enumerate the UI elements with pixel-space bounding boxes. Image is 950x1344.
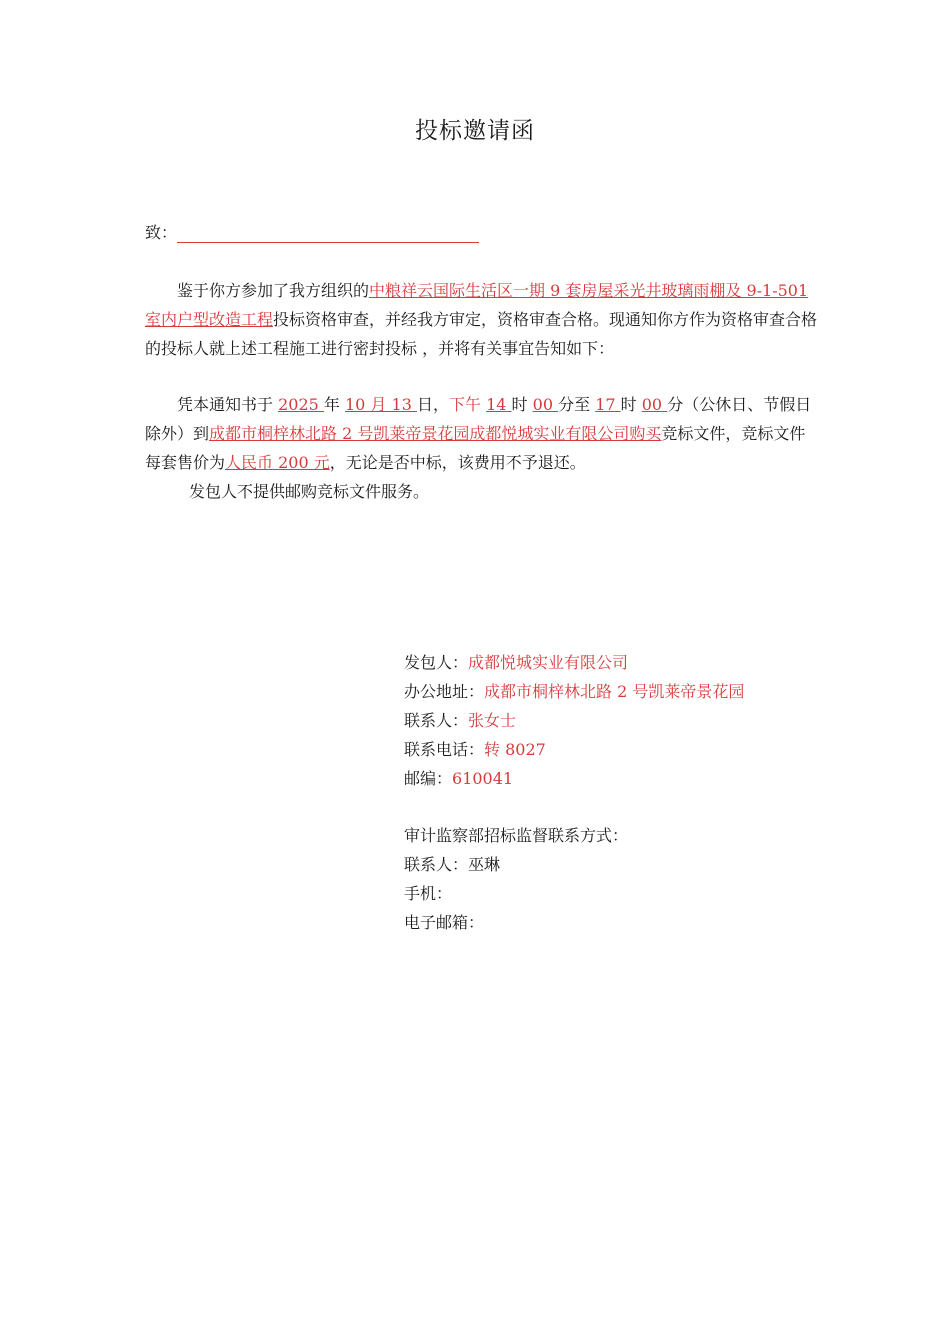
p2-text-1: 凭本通知书于: [177, 395, 279, 414]
phone-label: 联系电话：: [404, 740, 485, 759]
purchase-year: 2025: [278, 395, 324, 414]
address-label: 办公地址：: [404, 682, 485, 701]
audit-heading: 审计监察部招标监督联系方式：: [404, 826, 629, 845]
paragraph-qualification: [145, 276, 820, 363]
end-hour: 17: [595, 395, 621, 414]
audit-mobile-row: [404, 879, 628, 908]
page-title: 投标邀请函: [415, 118, 535, 144]
no-mail-notice: 发包人不提供邮购竞标文件服务。: [189, 482, 430, 501]
address-value: 成都市桐梓林北路 2 号凯莱帝景花园: [484, 682, 745, 701]
audit-contact-value: 巫琳: [468, 855, 501, 874]
p2-text-6: 时: [620, 395, 642, 414]
postcode-value: 610041: [452, 769, 514, 788]
audit-contact-label: 联系人：: [404, 855, 469, 874]
audit-email-label: 电子邮箱：: [404, 913, 485, 932]
p2-text-7: 分（公休日、节假日除外）到: [145, 395, 812, 443]
employer-row: [404, 648, 744, 677]
employer-value: 成都悦城实业有限公司: [468, 653, 629, 672]
audit-contact-row: [404, 850, 628, 879]
p1-rest: 投标资格审查，并经我方审定，资格审查合格。现通知你方作为资格审查合格的投标人就上述工程施工进行密封投标 ，并将有关事宜告知如下：: [145, 310, 818, 358]
employer-label: 发包人：: [404, 653, 469, 672]
start-minute: 00: [532, 395, 559, 414]
document-price: 人民币 200 元: [225, 453, 330, 472]
phone-value: 转 8027: [484, 740, 546, 759]
recipient-line: [145, 220, 479, 243]
postcode-label: 邮编：: [404, 769, 453, 788]
contact-value: 张女士: [468, 711, 517, 730]
p2-text-8: 竞标文件，竞标文件每套售价为: [145, 424, 806, 472]
end-minute: 00: [641, 395, 668, 414]
phone-row: [404, 735, 744, 764]
purchase-month-day: 10 月 13: [345, 395, 417, 414]
p2-text-4: 时: [511, 395, 533, 414]
p2-text-2: 年: [323, 395, 345, 414]
contact-row: [404, 706, 744, 735]
paragraph-no-mail: [157, 477, 832, 506]
purchase-place: 成都市桐梓林北路 2 号凯莱帝景花园成都悦城实业有限公司购买: [209, 424, 662, 443]
p2-text-3: 日，: [416, 395, 449, 414]
paragraph-purchase: [145, 390, 820, 477]
p2-text-5: 分至: [558, 395, 596, 414]
postcode-row: [404, 764, 744, 793]
audit-email-row: [404, 908, 628, 937]
address-row: [404, 677, 744, 706]
audit-block: [404, 821, 628, 937]
purchase-afternoon: 下午: [449, 395, 487, 414]
start-hour: 14: [486, 395, 512, 414]
audit-mobile-label: 手机：: [404, 884, 453, 903]
p1-lead: 鉴于你方参加了我方组织的: [177, 281, 370, 300]
recipient-label: 致：: [145, 223, 178, 242]
project-name: 中粮祥云国际生活区一期 9 套房屋采光井玻璃雨棚及 9-1-501 室内户型改造工程: [145, 281, 809, 329]
issuer-block: [404, 648, 744, 793]
contact-label: 联系人：: [404, 711, 469, 730]
p2-text-9: ，无论是否中标，该费用不予退还。: [329, 453, 586, 472]
recipient-blank: [177, 224, 479, 243]
